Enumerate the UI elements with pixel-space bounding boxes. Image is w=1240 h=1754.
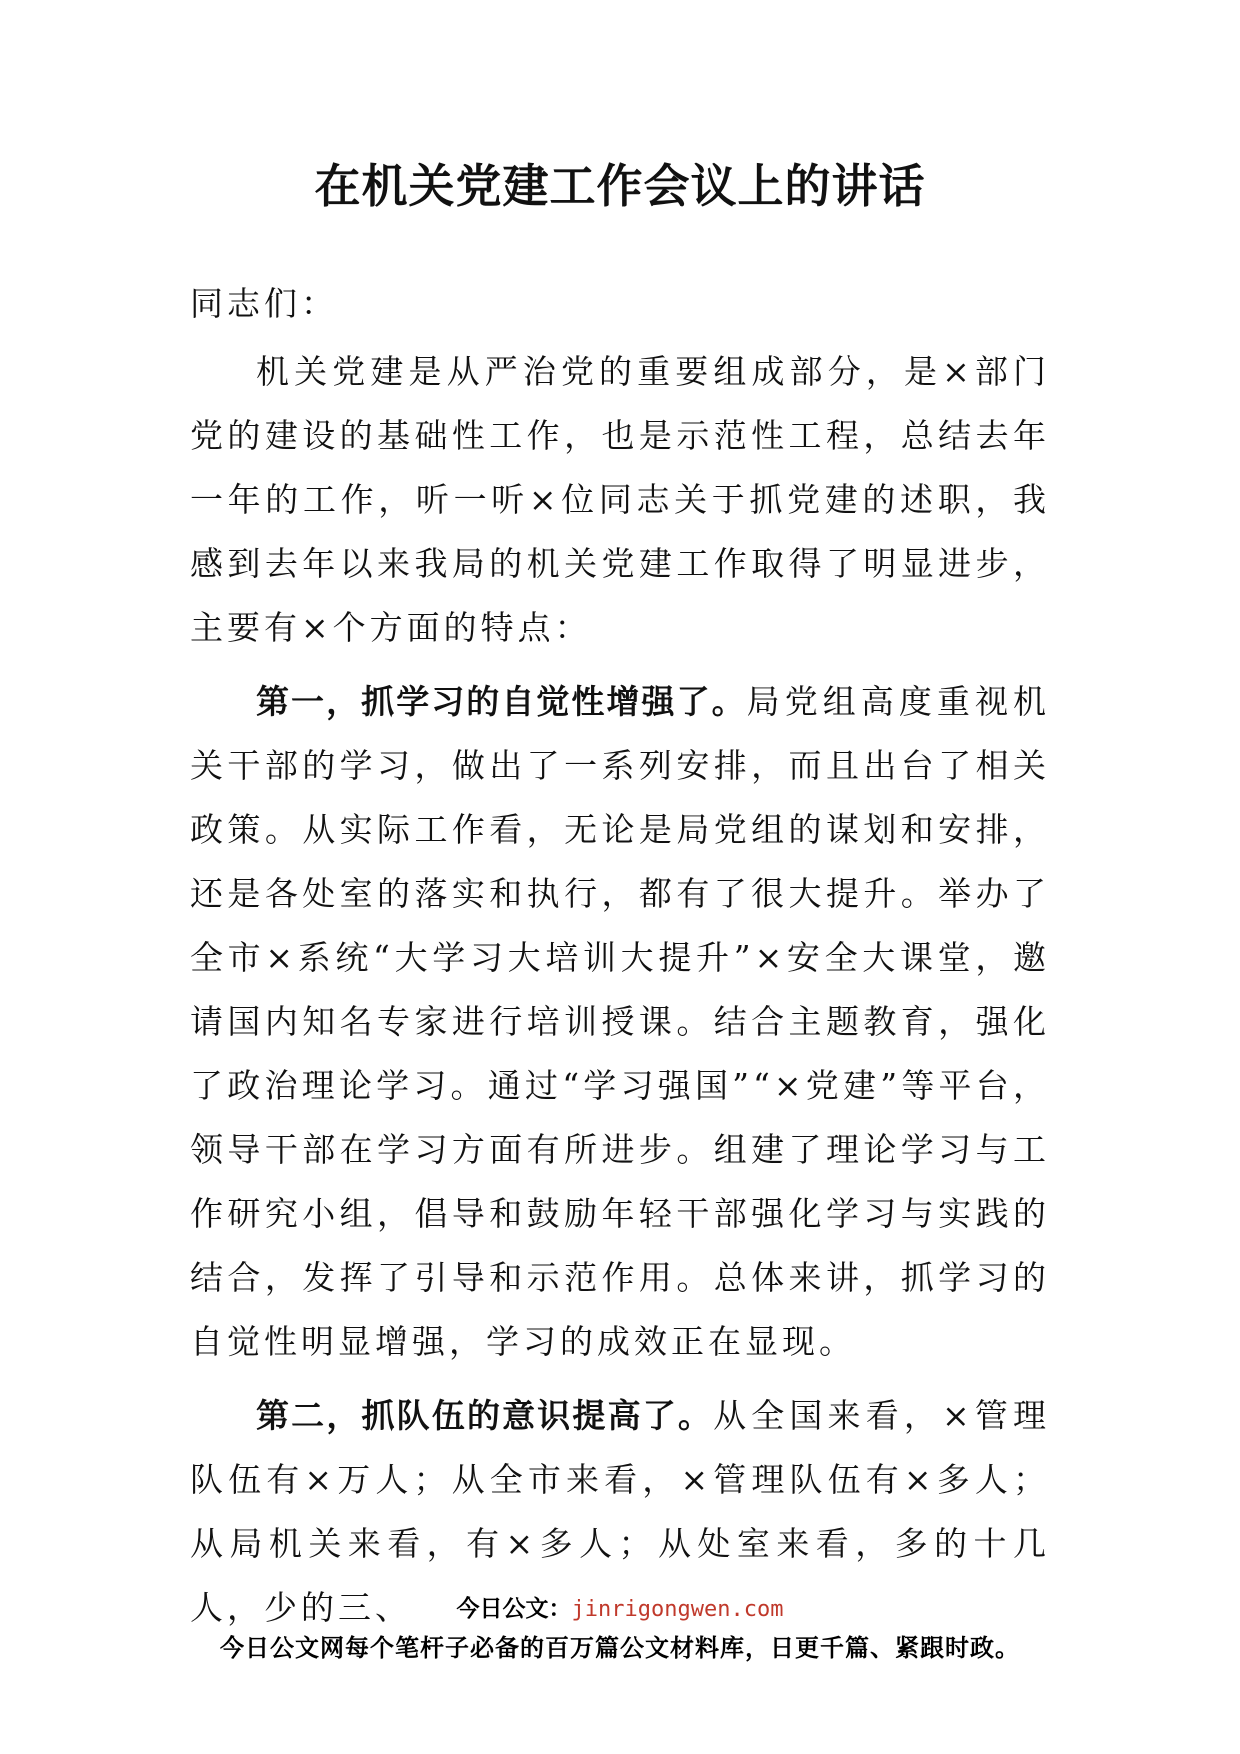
paragraph-heading: 第二，抓队伍的意识提高了。 (256, 1396, 714, 1435)
salutation: 同志们： (190, 284, 338, 323)
paragraph-heading: 第一，抓学习的自觉性增强了。 (256, 682, 747, 721)
footer-site-link[interactable]: jinrigongwen.com (571, 1597, 784, 1622)
paragraph-text: 机关党建是从严治党的重要组成部分，是×部门党的建设的基础性工作，也是示范性工程，总结去年一年的工作，听一听×位同志关于抓党建的述职，我感到去年以来我局的机关党建工作取得了明显进步，主要有×个方面的特点： (190, 352, 1050, 647)
paragraph-intro (190, 340, 1050, 660)
footer-source (0, 1590, 1240, 1623)
paragraph-text: 从全国来看，×管理队伍有×万人；从全市来看，×管理队伍有×多人；从局机关来看，有×多人；从处室来看，多的十几人，少的三、 (190, 1396, 1051, 1627)
footer-label: 今日公文： (456, 1596, 572, 1622)
paragraph-first-point (190, 670, 1050, 1374)
footer-slogan: 今日公文网每个笔杆子必备的百万篇公文材料库，日更千篇、紧跟时政。 (220, 1634, 1020, 1662)
document-body (190, 272, 1050, 1650)
paragraph-text: 局党组高度重视机关干部的学习，做出了一系列安排，而且出台了相关政策。从实际工作看，无论是局党组的谋划和安排，还是各处室的落实和执行，都有了很大提升。举办了全市×系统“大学习大培训大提升”×安全大课堂，邀请国内知名专家进行培训授课。结合主题教育，强化了政治理论学习。通过“学习强国”“×党建”等平台，领导干部在学习方面有所进步。组建了理论学习与工作研究小组，倡导和鼓励年轻干部强化学习与实践的结合，发挥了引导和示范作用。总体来讲，抓学习的自觉性明显增强，学习的成效正在显现。 (190, 682, 1051, 1361)
document-title: 在机关党建工作会议上的讲话 (314, 159, 926, 213)
